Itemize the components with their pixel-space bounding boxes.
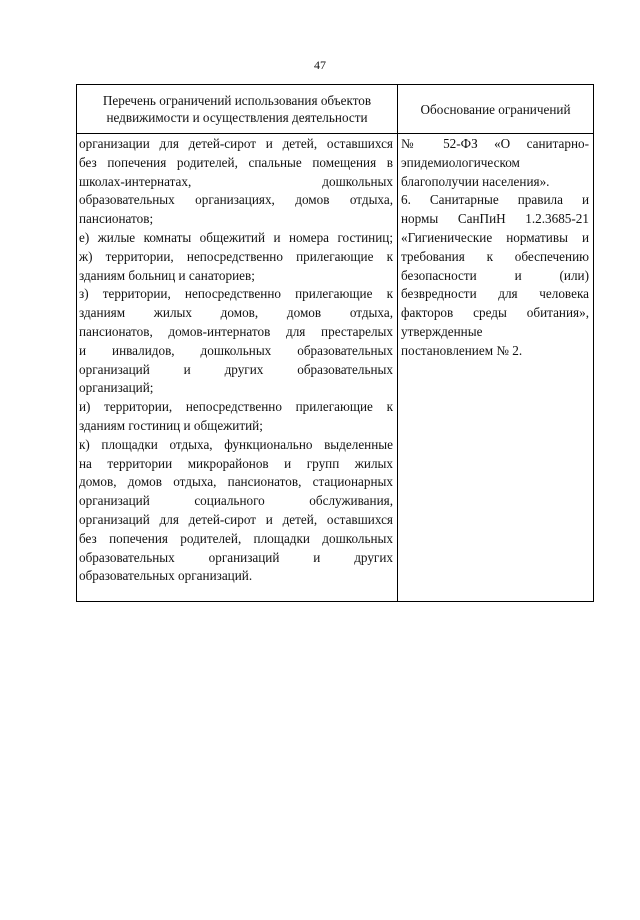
text-line: к) площадки отдыха, функционально выделенные: [79, 436, 393, 452]
text-line: организаций и других образовательных: [79, 361, 393, 377]
text-line: № 52-ФЗ «О санитарно-: [401, 136, 589, 151]
page-number: 47: [314, 58, 326, 72]
text-line: зданиям больниц и санаториев;: [79, 267, 255, 283]
text-line: постановлением № 2.: [401, 342, 523, 358]
text-line: пансионатов;: [79, 211, 154, 227]
text-line: на территории микрорайонов и групп жилых: [79, 455, 393, 471]
text-line: эпидемиологическом: [401, 154, 520, 170]
text-line: е) жилые комнаты общежитий и номера гостиниц;: [79, 229, 393, 245]
column-divider: [397, 85, 398, 601]
text-line: организаций;: [79, 380, 154, 396]
restrictions-cell: [79, 135, 393, 586]
header-divider: [77, 133, 593, 134]
text-line: образовательных организаций и других: [79, 549, 393, 565]
text-line: «Гигиенические нормативы и: [401, 229, 589, 245]
text-line: зданиям гостиниц и общежитий;: [79, 417, 263, 433]
text-line: образовательных организаций.: [79, 568, 253, 584]
text-line: требования к обеспечению: [401, 248, 589, 264]
text-line: благополучии населения».: [401, 173, 550, 189]
text-line: и) территории, непосредственно прилегающие к: [79, 399, 393, 415]
text-line: факторов среды обитания»,: [401, 305, 589, 321]
text-line: организаций социального обслуживания,: [79, 493, 393, 509]
text-line: нормы СанПиН 1.2.3685-21: [401, 211, 589, 227]
text-line: 6. Санитарные правила и: [401, 192, 589, 208]
text-line: организаций для детей-сирот и детей, оставшихся: [79, 511, 393, 527]
text-line: безопасности и (или): [401, 267, 589, 283]
text-line: без попечения родителей, спальные помещения в: [79, 154, 393, 170]
text-line: школах-интернатах, дошкольных: [79, 173, 393, 189]
text-line: и инвалидов, дошкольных образовательных: [79, 342, 393, 358]
text-line: ж) территории, непосредственно прилегающие к: [79, 248, 393, 264]
justification-cell: [401, 135, 589, 361]
header-restrictions-list: Перечень ограничений использования объектов недвижимости и осуществления деятельности: [102, 93, 372, 125]
text-line: домов, домов отдыха, пансионатов, стационарных: [79, 474, 393, 490]
restrictions-table: [76, 84, 594, 602]
text-line: безвредности для человека: [401, 286, 589, 302]
text-line: организации для детей-сирот и детей, оставшихся: [79, 136, 393, 151]
text-line: без попечения родителей, площадки дошкольных: [79, 530, 393, 546]
text-line: пансионатов, домов-интернатов для престарелых: [79, 323, 393, 339]
text-line: утвержденные: [401, 323, 483, 339]
text-line: образовательных организациях, домов отдыха,: [79, 192, 393, 208]
text-line: з) территории, непосредственно прилегающие к: [79, 286, 393, 302]
header-justification: Обоснование ограничений: [420, 101, 571, 117]
text-line: зданиям жилых домов, домов отдыха,: [79, 305, 393, 321]
